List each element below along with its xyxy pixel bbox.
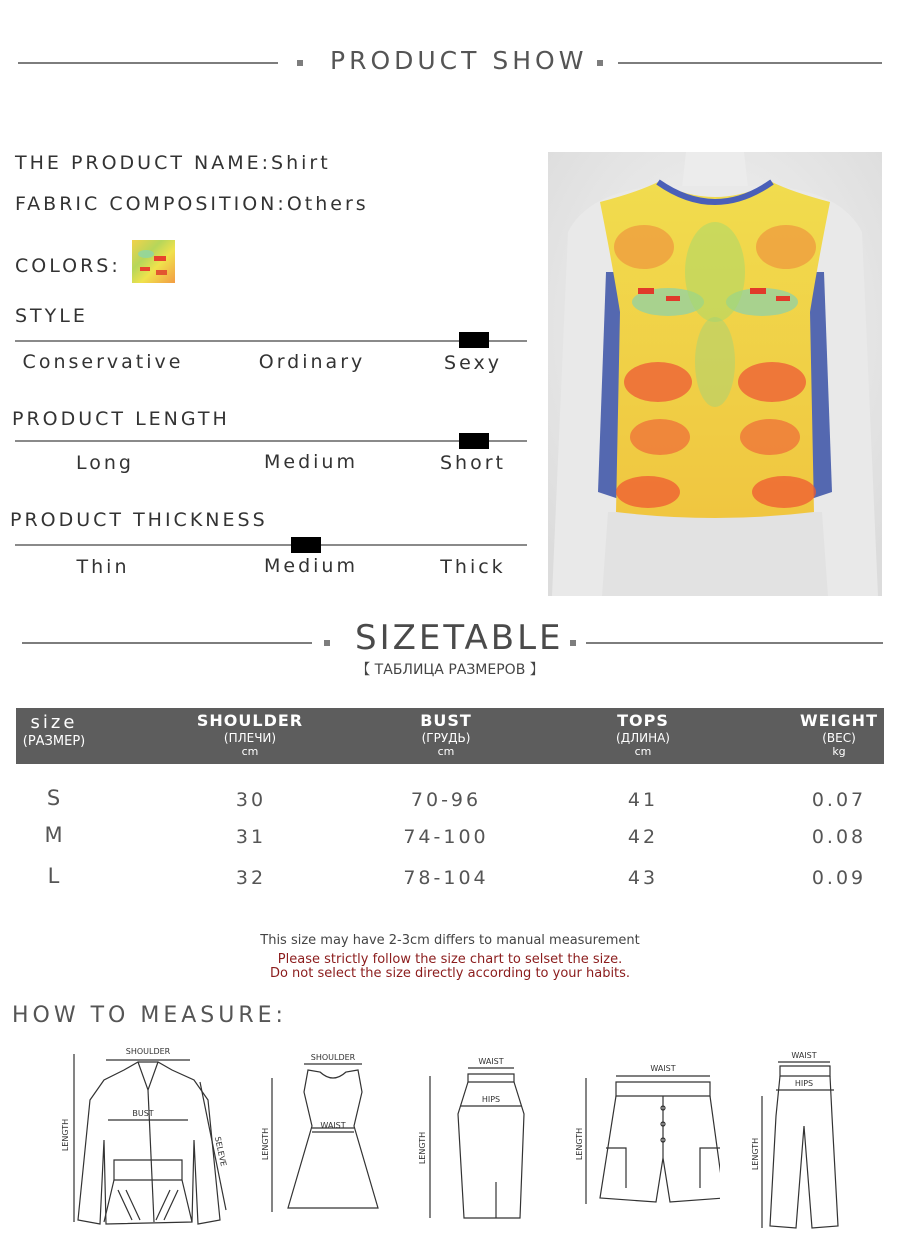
thickness-title: PRODUCT THICKNESS bbox=[10, 509, 268, 531]
thickness-marker bbox=[291, 537, 321, 553]
cell-tops: 43 bbox=[627, 867, 659, 889]
cell-bust: 78-104 bbox=[403, 867, 489, 889]
style-marker bbox=[459, 332, 489, 348]
pants-icon bbox=[748, 1046, 858, 1236]
style-option-conservative: Conservative bbox=[22, 351, 184, 373]
length-option-short: Short bbox=[440, 452, 506, 474]
cell-bust: 74-100 bbox=[403, 826, 489, 848]
product-name-row bbox=[15, 152, 331, 174]
cell-weight: 0.08 bbox=[811, 826, 867, 848]
how-to-measure-title: HOW TO MEASURE: bbox=[12, 1003, 287, 1028]
dress-waist-label: WAIST bbox=[320, 1121, 346, 1130]
sizetable-rule-right bbox=[586, 642, 883, 644]
product-name-label: THE PRODUCT NAME: bbox=[15, 152, 272, 174]
cell-tops: 42 bbox=[627, 826, 659, 848]
pants-hips-label: HIPS bbox=[794, 1079, 814, 1088]
dress-icon bbox=[258, 1048, 388, 1218]
cell-tops: 41 bbox=[627, 789, 659, 811]
col-size: size (РАЗМЕР) bbox=[22, 712, 86, 749]
dress-diagram bbox=[258, 1048, 388, 1222]
col-bust: BUST (ГРУДЬ) cm bbox=[420, 711, 472, 758]
length-option-long: Long bbox=[76, 452, 134, 474]
fabric-value: Others bbox=[286, 193, 369, 215]
col-weight: WEIGHT (ВЕС) kg bbox=[800, 711, 878, 758]
cell-size: L bbox=[47, 864, 63, 888]
cell-weight: 0.09 bbox=[811, 867, 867, 889]
style-option-ordinary: Ordinary bbox=[258, 351, 366, 373]
header-rule-right bbox=[618, 62, 882, 64]
jacket-length-label: LENGTH bbox=[61, 1118, 70, 1152]
cell-weight: 0.07 bbox=[811, 789, 867, 811]
header-bullet-right bbox=[597, 60, 603, 66]
cell-size: M bbox=[44, 823, 66, 847]
product-photo bbox=[548, 152, 882, 596]
length-scale-line bbox=[15, 440, 527, 442]
style-scale-line bbox=[15, 340, 527, 342]
skirt-icon bbox=[410, 1054, 530, 1224]
skirt-hips-label: HIPS bbox=[481, 1095, 501, 1104]
style-title: STYLE bbox=[15, 305, 88, 327]
thickness-option-thick: Thick bbox=[440, 556, 506, 578]
shorts-length-label: LENGTH bbox=[575, 1127, 584, 1161]
cell-size: S bbox=[46, 786, 64, 810]
header-rule-left bbox=[18, 62, 278, 64]
length-option-medium: Medium bbox=[264, 451, 358, 473]
style-option-sexy: Sexy bbox=[444, 352, 502, 374]
jacket-bust-label: BUST bbox=[132, 1109, 154, 1118]
skirt-length-label: LENGTH bbox=[418, 1131, 427, 1165]
fabric-row bbox=[15, 193, 369, 215]
sizetable-bullet-right bbox=[570, 640, 576, 646]
pants-length-label: LENGTH bbox=[751, 1137, 760, 1171]
thickness-scale-line bbox=[15, 544, 527, 546]
cell-shoulder: 30 bbox=[235, 789, 267, 811]
sizetable-rule-left bbox=[22, 642, 312, 644]
shorts-icon bbox=[570, 1058, 720, 1218]
jacket-icon bbox=[58, 1040, 238, 1230]
cell-shoulder: 31 bbox=[235, 826, 267, 848]
colors-label: COLORS: bbox=[15, 255, 121, 277]
length-title: PRODUCT LENGTH bbox=[12, 408, 230, 430]
thickness-option-thin: Thin bbox=[76, 556, 130, 578]
jacket-shoulder-label: SHOULDER bbox=[125, 1047, 171, 1056]
sizetable-subtitle: 【 ТАБЛИЦА РАЗМЕРОВ 】 bbox=[356, 662, 544, 678]
note-habits: Do not select the size directly according to your habits. bbox=[269, 966, 631, 981]
product-name-value: Shirt bbox=[271, 152, 331, 174]
product-show-title: PRODUCT SHOW bbox=[330, 46, 588, 75]
swatch-pattern bbox=[132, 240, 175, 283]
pants-waist-label: WAIST bbox=[791, 1051, 817, 1060]
color-swatch[interactable] bbox=[132, 240, 175, 283]
note-measurement: This size may have 2-3cm differs to manual measurement bbox=[260, 933, 640, 948]
dress-length-label: LENGTH bbox=[261, 1127, 270, 1161]
col-shoulder: SHOULDER (ПЛЕЧИ) cm bbox=[196, 711, 304, 758]
size-table-header bbox=[16, 708, 884, 764]
pants-diagram bbox=[748, 1046, 858, 1240]
jacket-diagram bbox=[58, 1040, 238, 1234]
shorts-diagram bbox=[570, 1058, 720, 1222]
length-marker bbox=[459, 433, 489, 449]
jacket-sleeve-label: SELEVE bbox=[212, 1135, 228, 1168]
header-bullet-left bbox=[297, 60, 303, 66]
shorts-waist-label: WAIST bbox=[650, 1064, 676, 1073]
mannequin-illustration bbox=[548, 152, 882, 596]
skirt-diagram bbox=[410, 1054, 530, 1228]
note-follow-chart: Please strictly follow the size chart to selset the size. bbox=[277, 952, 623, 967]
cell-shoulder: 32 bbox=[235, 867, 267, 889]
col-tops: TOPS (ДЛИНА) cm bbox=[616, 711, 670, 758]
sizetable-title: SIZETABLE bbox=[355, 618, 564, 658]
fabric-label: FABRIC COMPOSITION: bbox=[15, 193, 287, 215]
skirt-waist-label: WAIST bbox=[478, 1057, 504, 1066]
cell-bust: 70-96 bbox=[410, 789, 482, 811]
sizetable-bullet-left bbox=[324, 640, 330, 646]
dress-shoulder-label: SHOULDER bbox=[310, 1053, 356, 1062]
thickness-option-medium: Medium bbox=[264, 555, 358, 577]
